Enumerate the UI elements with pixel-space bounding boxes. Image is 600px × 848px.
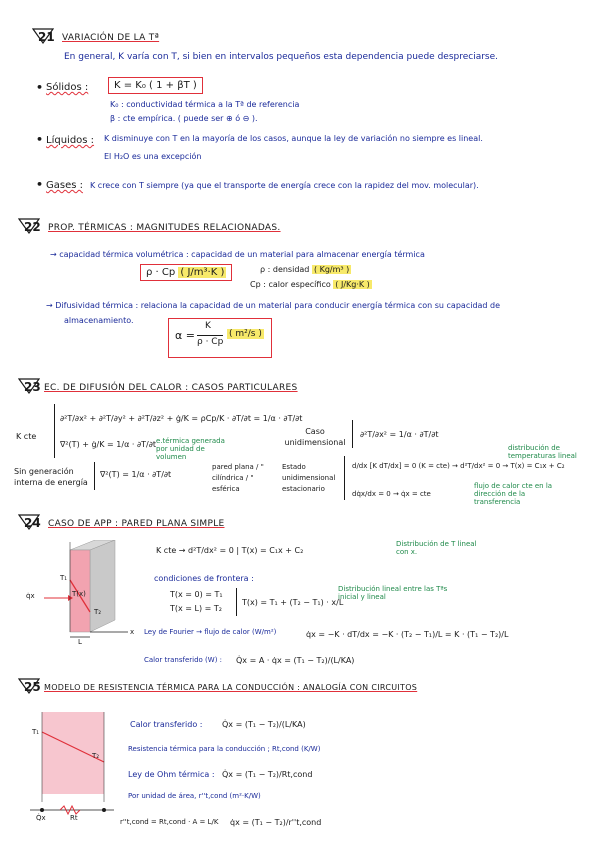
kcte-label: K cte [16, 432, 37, 441]
calor-transferido-label: Calor transferido (W) : [144, 656, 223, 664]
intro-text: En general, K varía con T, si bien en intervalos pequeños esta dependencia puede despreciarse. [64, 52, 499, 62]
alpha-formula-box [168, 318, 272, 358]
triangle-badge-icon [18, 378, 40, 394]
brace-line [54, 404, 55, 458]
brace-line [352, 420, 353, 448]
resistance-figure [30, 712, 120, 824]
rho-units: ( Kg/m³ ) [313, 265, 350, 274]
bullet-dot: • [36, 81, 44, 94]
capacidad-text: → capacidad térmica volumétrica : capacidad de un material para almacenar energía térmica [50, 250, 425, 259]
section-25-number: 25 [24, 680, 41, 694]
bullet-dot: • [36, 133, 44, 146]
section-24-title: CASO DE APP : PARED PLANA SIMPLE [48, 519, 225, 529]
ohm-label: Ley de Ohm térmica : [128, 770, 215, 779]
fig-l-label: L [78, 638, 82, 646]
por-unidad-area-label: Por unidad de área, r''t,cond (m²·K/W) [128, 792, 261, 800]
alpha-num: K [205, 321, 211, 331]
section-21-number: 21 [38, 30, 55, 44]
section-22-title: PROP. TÉRMICAS : MAGNITUDES RELACIONADAS. [48, 223, 281, 233]
section-21-title: VARIACIÓN DE LA Tª [62, 33, 160, 43]
estado-eq-2: dq̇x/dx = 0 → q̇x = cte [352, 490, 431, 498]
gases-label: Gases : [46, 180, 83, 191]
triangle-badge-icon [18, 514, 40, 530]
main-diffusion-eq: ∂²T/∂x² + ∂²T/∂y² + ∂²T/∂z² + ġ/K = ρCp/K · ∂T/∂t = 1/α · ∂T/∂t [60, 414, 303, 423]
tx-equation: T(x) = T₁ + (T₂ − T₁) · x/L [242, 598, 344, 607]
caso-unidimensional-label: Caso unidimensional [284, 427, 346, 447]
brace-line [344, 456, 345, 500]
fig25-q: Q̇x [36, 814, 46, 822]
triangle-badge-icon [18, 678, 40, 694]
section-23-number: 23 [24, 380, 41, 394]
section-23-title: EC. DE DIFUSIÓN DEL CALOR : CASOS PARTICULARES [44, 383, 298, 393]
estado-estacionario-label: Estado unidimensional estacionario [282, 463, 336, 493]
fig-tx-label: T(x) [72, 590, 86, 598]
estado-eq-1: d/dx [K dT/dx] = 0 (K = cte) → d²T/dx² = 0 → T(x) = C₁x + C₂ [352, 462, 565, 470]
brace-line [236, 588, 237, 616]
sin-generacion-eq: ∇²(T) = 1/α · ∂T/∂t [100, 470, 172, 479]
solidos-label: Sólidos : [46, 82, 89, 93]
difusividad-text-2: almacenamiento. [64, 316, 134, 325]
fourier-label: Ley de Fourier → flujo de calor (W/m²) [144, 628, 277, 636]
cp-label: Cp : calor específico ( J/Kg·K ) [250, 280, 370, 289]
node-icon [40, 808, 44, 812]
section-24-number: 24 [24, 516, 41, 530]
r-unit-area-eq: r''t,cond = Rt,cond · A = L/K [120, 818, 219, 826]
liquidos-label: Líquidos : [46, 135, 95, 146]
triangle-badge-icon [18, 218, 40, 234]
distribution-linear-note: distribución de temperaturas lineal [508, 444, 577, 460]
wall-side-face [90, 540, 115, 632]
fig-t1-label: T₁ [60, 574, 68, 582]
cap-formula: ρ · Cp [146, 267, 176, 278]
k0-note: K₀ : conductividad térmica a la Tª de referencia [110, 100, 300, 109]
section-25-title: MODELO DE RESISTENCIA TÉRMICA PARA LA CONDUCCIÓN : ANALOGÍA CON CIRCUITOS [44, 683, 418, 692]
node-icon [102, 808, 106, 812]
calor-transferido-label-25: Calor transferido : [130, 720, 203, 729]
bullet-dot: • [36, 178, 44, 191]
condition-2: T(x = L) = T₂ [170, 604, 222, 613]
gases-text: K crece con T siempre (ya que el transporte de energía crece con la rapidez del mov. molecular). [90, 181, 479, 190]
alpha-lhs: α = [175, 329, 195, 342]
caso-unidimensional-eq: ∂²T/∂x² = 1/α · ∂T/∂t [360, 430, 439, 439]
cap-units: ( J/m³·K ) [180, 267, 225, 278]
fig25-t1: T₁ [32, 728, 40, 736]
fig-t2-label: T₂ [94, 608, 102, 616]
sin-generacion-label: Sin generación interna de energía [14, 467, 88, 487]
condition-1: T(x = 0) = T₁ [170, 590, 223, 599]
ohm-eq: Q̇x = (T₁ − T₂)/Rt,cond [222, 770, 313, 779]
liquidos-text-2: El H₂O es una excepción [104, 152, 202, 161]
alpha-units: ( m²/s ) [229, 329, 262, 339]
fig25-r: Rt [70, 814, 78, 822]
kcte-equation: K cte → d²T/dx² = 0 | T(x) = C₁x + C₂ [156, 546, 304, 555]
pared-list: pared plana / " cilíndrica / " esférica [212, 463, 264, 493]
generation-note: e.térmica generada por unidad de volumen [156, 437, 225, 461]
frontier-conditions-label: condiciones de frontera : [154, 574, 254, 583]
liquidos-text: K disminuye con T en la mayoría de los casos, aunque la ley de variación no siempre es lineal. [104, 134, 483, 143]
fraction-bar [197, 335, 223, 336]
calor-transferido-eq-25: Q̇x = (T₁ − T₂)/(L/KA) [222, 720, 306, 729]
beta-note: β : cte empírica. ( puede ser ⊕ ó ⊖ ). [110, 114, 258, 123]
difusividad-text: → Difusividad térmica : relaciona la capacidad de un material para conducir energía térmica con su capacidad de [46, 301, 501, 310]
calor-transferido-eq: Q̇x = A · q̇x = (T₁ − T₂)/(L/KA) [236, 656, 355, 665]
flujo-cte-note: flujo de calor cte en la dirección de la transferencia [474, 482, 553, 506]
cp-units: ( J/Kg·K ) [335, 280, 370, 289]
distribution-t-note: Distribución de T lineal con x. [396, 540, 477, 556]
q-unit-area-eq: q̇x = (T₁ − T₂)/r''t,cond [230, 818, 322, 827]
rho-label: ρ : densidad ( Kg/m³ ) [260, 265, 350, 274]
fourier-equation: q̇x = −K · dT/dx = −K · (T₂ − T₁)/L = K · (T₁ − T₂)/L [306, 630, 509, 639]
fig-x-label: x [130, 628, 135, 636]
section-22-number: 22 [24, 220, 41, 234]
plane-wall-figure [40, 540, 140, 645]
solidos-formula: K = K₀ ( 1 + βT ) [108, 77, 203, 94]
fig25-t2: T₂ [92, 752, 100, 760]
brace-line [94, 462, 95, 490]
fig-q-label: q̇x [26, 592, 35, 600]
cap-formula-box [140, 264, 232, 281]
lineal-distribution-note: Distribución lineal entre las Tªs inicial y lineal [338, 585, 448, 601]
alpha-den: ρ · Cp [197, 337, 224, 347]
resistencia-label: Resistencia térmica para la conducción ; Rt,cond (K/W) [128, 745, 321, 753]
laplace-eq: ∇²(T) + ġ/K = 1/α · ∂T/∂t [60, 440, 156, 449]
